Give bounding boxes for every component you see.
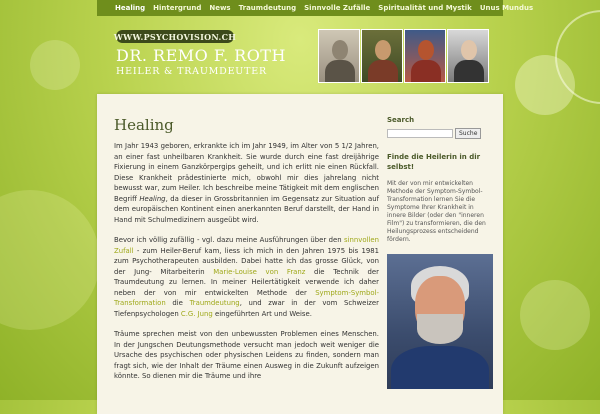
search-heading: Search <box>387 116 415 124</box>
post-paragraph <box>114 141 379 225</box>
background-bokeh <box>30 40 80 90</box>
widget-text: Mit der von mir entwickelten Methode der Symptom-Symbol-Transformation lernen Sie die Symptome Ihrer Krankheit in innere Bilder (oder den "inneren Film") zu transformieren, die den Heilungsprozess entscheidend fördern. <box>387 180 486 243</box>
post <box>114 116 379 392</box>
search-form <box>387 128 492 139</box>
link-traumdeutung[interactable]: Traumdeutung <box>189 299 240 307</box>
nav-item-news[interactable]: News <box>209 4 231 12</box>
link-sinnvoller-zufall[interactable]: sinnvollen Zufall <box>114 236 379 255</box>
content-area <box>97 94 503 414</box>
nav-item-hintergrund[interactable]: Hintergrund <box>153 4 202 12</box>
link-cg-jung[interactable]: C.G. Jung <box>180 309 213 318</box>
nav-item-spiritualitaet[interactable]: Spiritualität und Mystik <box>378 4 472 12</box>
text-span: Im Jahr 1943 geboren, erkrankte ich im Jahr 1949, im Alter von 5 1/2 Jahren, an einer fast unheilbaren Krankheit. Sie wurde durch eine fast dreijährige Fixierung in einem Ganzkörpergips geheilt, und ich erlitt nie einen Rückfall. Diese Krankheit prädestinierte mich, obwohl mir dies jahrelang nicht bewusst war, zum Heiler. Ich beschreibe meine Tätigkeit mit dem englischen Begriff <box>114 142 379 203</box>
nav-item-sinnvolle-zufaelle[interactable]: Sinnvolle Zufälle <box>304 4 371 12</box>
nav-item-healing[interactable]: Healing <box>115 4 146 12</box>
portrait-image <box>318 29 360 83</box>
main-nav <box>97 0 534 16</box>
search-input[interactable] <box>387 129 453 138</box>
background-bokeh <box>520 280 590 350</box>
site-title[interactable]: DR. REMO F. ROTH <box>116 46 286 65</box>
post-title: Healing <box>114 116 174 134</box>
post-paragraph <box>114 235 379 319</box>
background-bokeh <box>555 10 600 104</box>
text-span: die Technik der Traumdeutung zu lernen. In meiner Heilertätigkeit verwende ich daher neben der von mir entwickelten Methode der <box>114 267 379 297</box>
text-span: - zum Heiler-Beruf kam, liess ich mich in den Jahren 1975 bis 1981 zum Psychotherapeuten ausbilden. Dabei hatte ich das grosse Glück, von der Jung- Mitarbeiterin <box>114 246 379 276</box>
author-photo <box>387 254 493 389</box>
sidebar <box>387 116 492 389</box>
text-span: Bevor ich völlig zufällig - vgl. dazu meine Ausführungen über den <box>114 236 345 244</box>
portrait-image <box>447 29 489 83</box>
site-subtitle: HEILER & TRAUMDEUTER <box>116 66 267 77</box>
widget-heading: Finde die Heilerin in dir selbst! <box>387 153 481 171</box>
nav-item-unus-mundus[interactable]: Unus Mundus <box>479 4 534 12</box>
text-emphasis: Healing <box>139 194 166 203</box>
link-von-franz[interactable]: Marie-Louise von Franz <box>213 267 306 276</box>
link-symptom-symbol-transformation[interactable]: Symptom-Symbol-Transformation <box>114 288 379 307</box>
background-bokeh <box>515 55 575 115</box>
text-span: , und zwar in der vom Schweizer Tiefenpsychologen <box>114 299 379 318</box>
text-span: eingeführten Art und Weise. <box>212 309 312 318</box>
header-portraits <box>318 29 489 83</box>
search-button[interactable]: Suche <box>455 128 481 139</box>
text-span: , da dieser in Grossbritannien im Gegensatz zur Situation auf dem europäischen Kontinent einen anerkannten Beruf darstellt, der Hand in Hand mit Schulmedizinern ausgeübt wird. <box>114 194 379 224</box>
portrait-image <box>361 29 403 83</box>
site-url-badge[interactable]: WWW.PSYCHOVISION.CH <box>113 31 237 42</box>
portrait-image <box>404 29 446 83</box>
background-bokeh <box>0 190 100 330</box>
post-paragraph: Träume sprechen meist von den unbewussten Problemen eines Menschen. In der Jungschen Deutungsmethode versucht man jedoch weit weniger die Ursache des psychischen oder physischen Leidens zu finden, sondern man fragt sich, wie der Inhalt der Träume einen Ausweg in die Zukunft aufzeigen könnte. So dienen mir die Träume und ihre <box>114 330 379 380</box>
nav-item-traumdeutung[interactable]: Traumdeutung <box>238 4 297 12</box>
text-span: die <box>165 299 190 307</box>
